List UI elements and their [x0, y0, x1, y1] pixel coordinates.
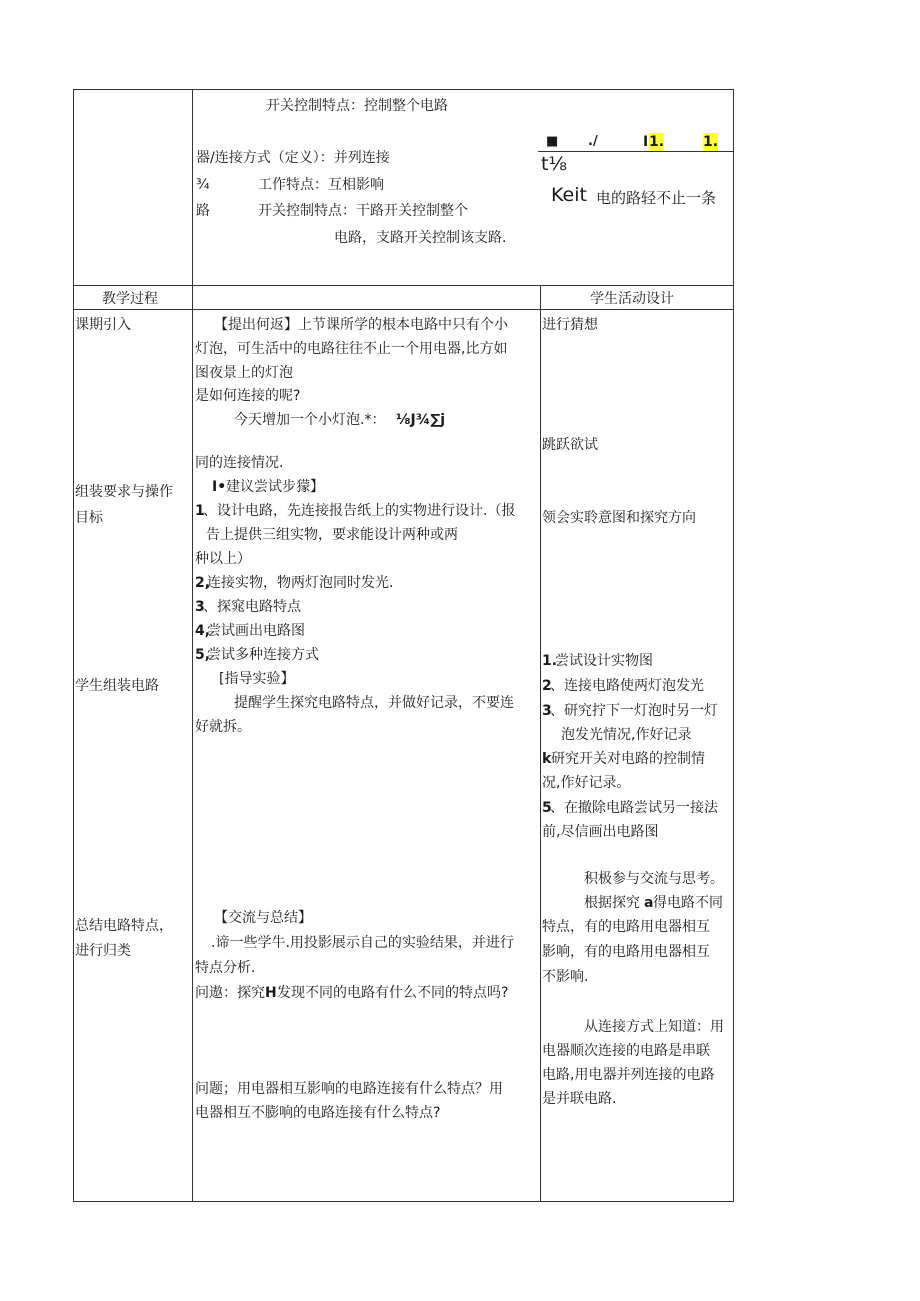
step-4: 尝试画出电路图 — [207, 623, 305, 639]
activity-line: 况,作好记录。 — [542, 775, 631, 791]
mid-line: .谛一些学牛.用投影展示自己的实验结果，并进行 — [211, 935, 514, 951]
header-teaching-process: 教学过程 — [102, 291, 158, 307]
step-1-cont: 种以上） — [195, 551, 251, 567]
activity-line: 影响，有的电路用电器相互 — [542, 944, 710, 960]
mid-line-letter: H — [265, 985, 277, 1001]
diagram-mark-1: ■ — [546, 134, 559, 149]
top-line-5: 电路，支路开关控制该支路. — [334, 230, 507, 246]
activity-line: 特点，有的电路用电器相互 — [542, 919, 710, 935]
activity-line: 根据探究 — [584, 895, 640, 911]
diagram-mark-3-highlight: 1. — [649, 134, 665, 150]
mid-line: 提醒学生探究电路特点，并做好记录，不要连 — [234, 695, 514, 711]
table-border-right — [733, 89, 734, 1202]
diagram-mark-4-highlight: 1. — [703, 134, 719, 150]
mid-line: 好就拆。 — [195, 719, 251, 735]
top-line-3b: 工作特点：互相影响 — [258, 177, 384, 193]
activity-line: 、连接电路使两灯泡发光 — [550, 678, 704, 694]
diagram-mark-3: I — [643, 134, 649, 150]
activity-line: 从连接方式上知道：用 — [584, 1019, 724, 1035]
mid-line: 建议尝试步獴】 — [226, 479, 324, 495]
activity-letter: a — [644, 895, 654, 911]
diagram-mark-2: ./ — [588, 134, 598, 149]
mid-line-symbols: ⅛J¾∑j — [396, 412, 446, 428]
step-number: 1 — [195, 503, 205, 519]
step-5: 尝试多种连接方式 — [207, 647, 319, 663]
diagram-caption-latin: Keit — [551, 184, 587, 206]
header-student-activity: 学生活动设计 — [590, 291, 674, 307]
mid-line-marker: I• — [212, 479, 227, 495]
mid-line: [指导实验】 — [219, 671, 295, 687]
stage-assembly: 学生组装电路 — [75, 678, 159, 694]
top-line-4b: 开关控制特点：干路开关控制整个 — [258, 203, 468, 219]
stage-requirements-2: 目标 — [75, 510, 103, 526]
activity-line: 电路,用电器并列连接的电路 — [542, 1067, 715, 1083]
step-1: 、设计电路，先连接报告纸上的实物进行设计.（报 — [203, 503, 516, 519]
activity-number: 5 — [542, 800, 552, 816]
activity-line: 前,尽信画出电路图 — [542, 824, 659, 840]
diagram-caption: 电的路轻不止一条 — [596, 189, 717, 207]
table-border-bottom — [73, 1201, 734, 1202]
stage-intro: 课期引入 — [75, 317, 131, 333]
step-number: 3 — [195, 599, 205, 615]
row-divider-1 — [73, 285, 734, 286]
step-3: 、探窕电路特点 — [203, 599, 301, 615]
mid-line: 今天增加一个小灯泡.*： — [234, 412, 386, 428]
activity-line: 尝试设计实物图 — [555, 653, 653, 669]
col-divider-1 — [192, 89, 193, 1202]
mid-line: 同的连接情况. — [195, 455, 284, 471]
stage-summary-2: 进行归类 — [75, 943, 131, 959]
table-border-left — [73, 89, 74, 1202]
activity-line: 是并联电路. — [542, 1091, 617, 1107]
activity-line: 、研究拧下一灯泡时另一灯 — [550, 703, 718, 719]
step-number: 2, — [195, 575, 211, 591]
top-line-2: 器/连接方式（定义）：并列连接 — [196, 150, 390, 166]
mid-line: 灯泡，可生活中的电路往往不止一个用电器,比方如 — [195, 341, 508, 357]
top-line-3a: ¾ — [196, 177, 210, 193]
activity-number: 1. — [542, 653, 558, 669]
mid-line: 问遨：探究 — [195, 985, 265, 1001]
mid-line: 问题；用电器相互影响的电路连接有什么特点？用 — [195, 1081, 503, 1097]
activity-line: 泡发光情况,作好记录 — [561, 727, 692, 743]
mid-line: 发现不同的电路有什么不同的特点吗? — [277, 985, 509, 1001]
col-divider-2 — [540, 285, 541, 1202]
activity-line: 电器顺次连接的电路是串联 — [542, 1043, 710, 1059]
stage-requirements: 组装要求与操作 — [75, 484, 173, 500]
mid-line: 电器相互不膨响的电路连接有什么特点? — [195, 1105, 441, 1121]
mid-line: 特点分析. — [195, 960, 256, 976]
activity-number: 2 — [542, 678, 552, 694]
activity-line: 积极参与交流与思考。 — [584, 871, 724, 887]
activity-number: k — [542, 751, 552, 767]
mid-line: 图夜景上的灯泡 — [195, 365, 293, 381]
step-2: 连接实物，物两灯泡同时发光. — [207, 575, 394, 591]
table-border-top — [73, 89, 734, 90]
top-line-1: 开关控制特点：控制整个电路 — [266, 98, 448, 114]
top-line-4a: 路 — [196, 203, 210, 219]
step-1-cont: 告上提供三组实物，要求能设计两种或两 — [206, 527, 458, 543]
diagram-underline — [538, 151, 734, 152]
step-number: 5, — [195, 647, 211, 663]
mid-line: 【交流与总结】 — [214, 910, 312, 926]
activity-line: 跳跃欲试 — [542, 437, 598, 453]
activity-line: 不影响. — [542, 969, 589, 985]
activity-number: 3 — [542, 703, 552, 719]
mid-line: 是如何连接的呢? — [195, 388, 301, 404]
stage-summary: 总结电路特点， — [75, 918, 173, 934]
mid-line: 【提出何返】上节课所学的根本电路中只有个小 — [214, 317, 508, 333]
activity-line: 得电路不同 — [653, 895, 723, 911]
activity-line: 、在撤除电路尝试另一接法 — [550, 800, 718, 816]
activity-line: 研究开关对电路的控制情 — [551, 751, 705, 767]
row-divider-2 — [73, 309, 734, 310]
step-number: 4, — [195, 623, 211, 639]
activity-line: 进行猜想 — [542, 317, 598, 333]
diagram-fraction: t⅛ — [541, 153, 567, 175]
activity-line: 领会实聆意图和探究方向 — [542, 510, 696, 526]
